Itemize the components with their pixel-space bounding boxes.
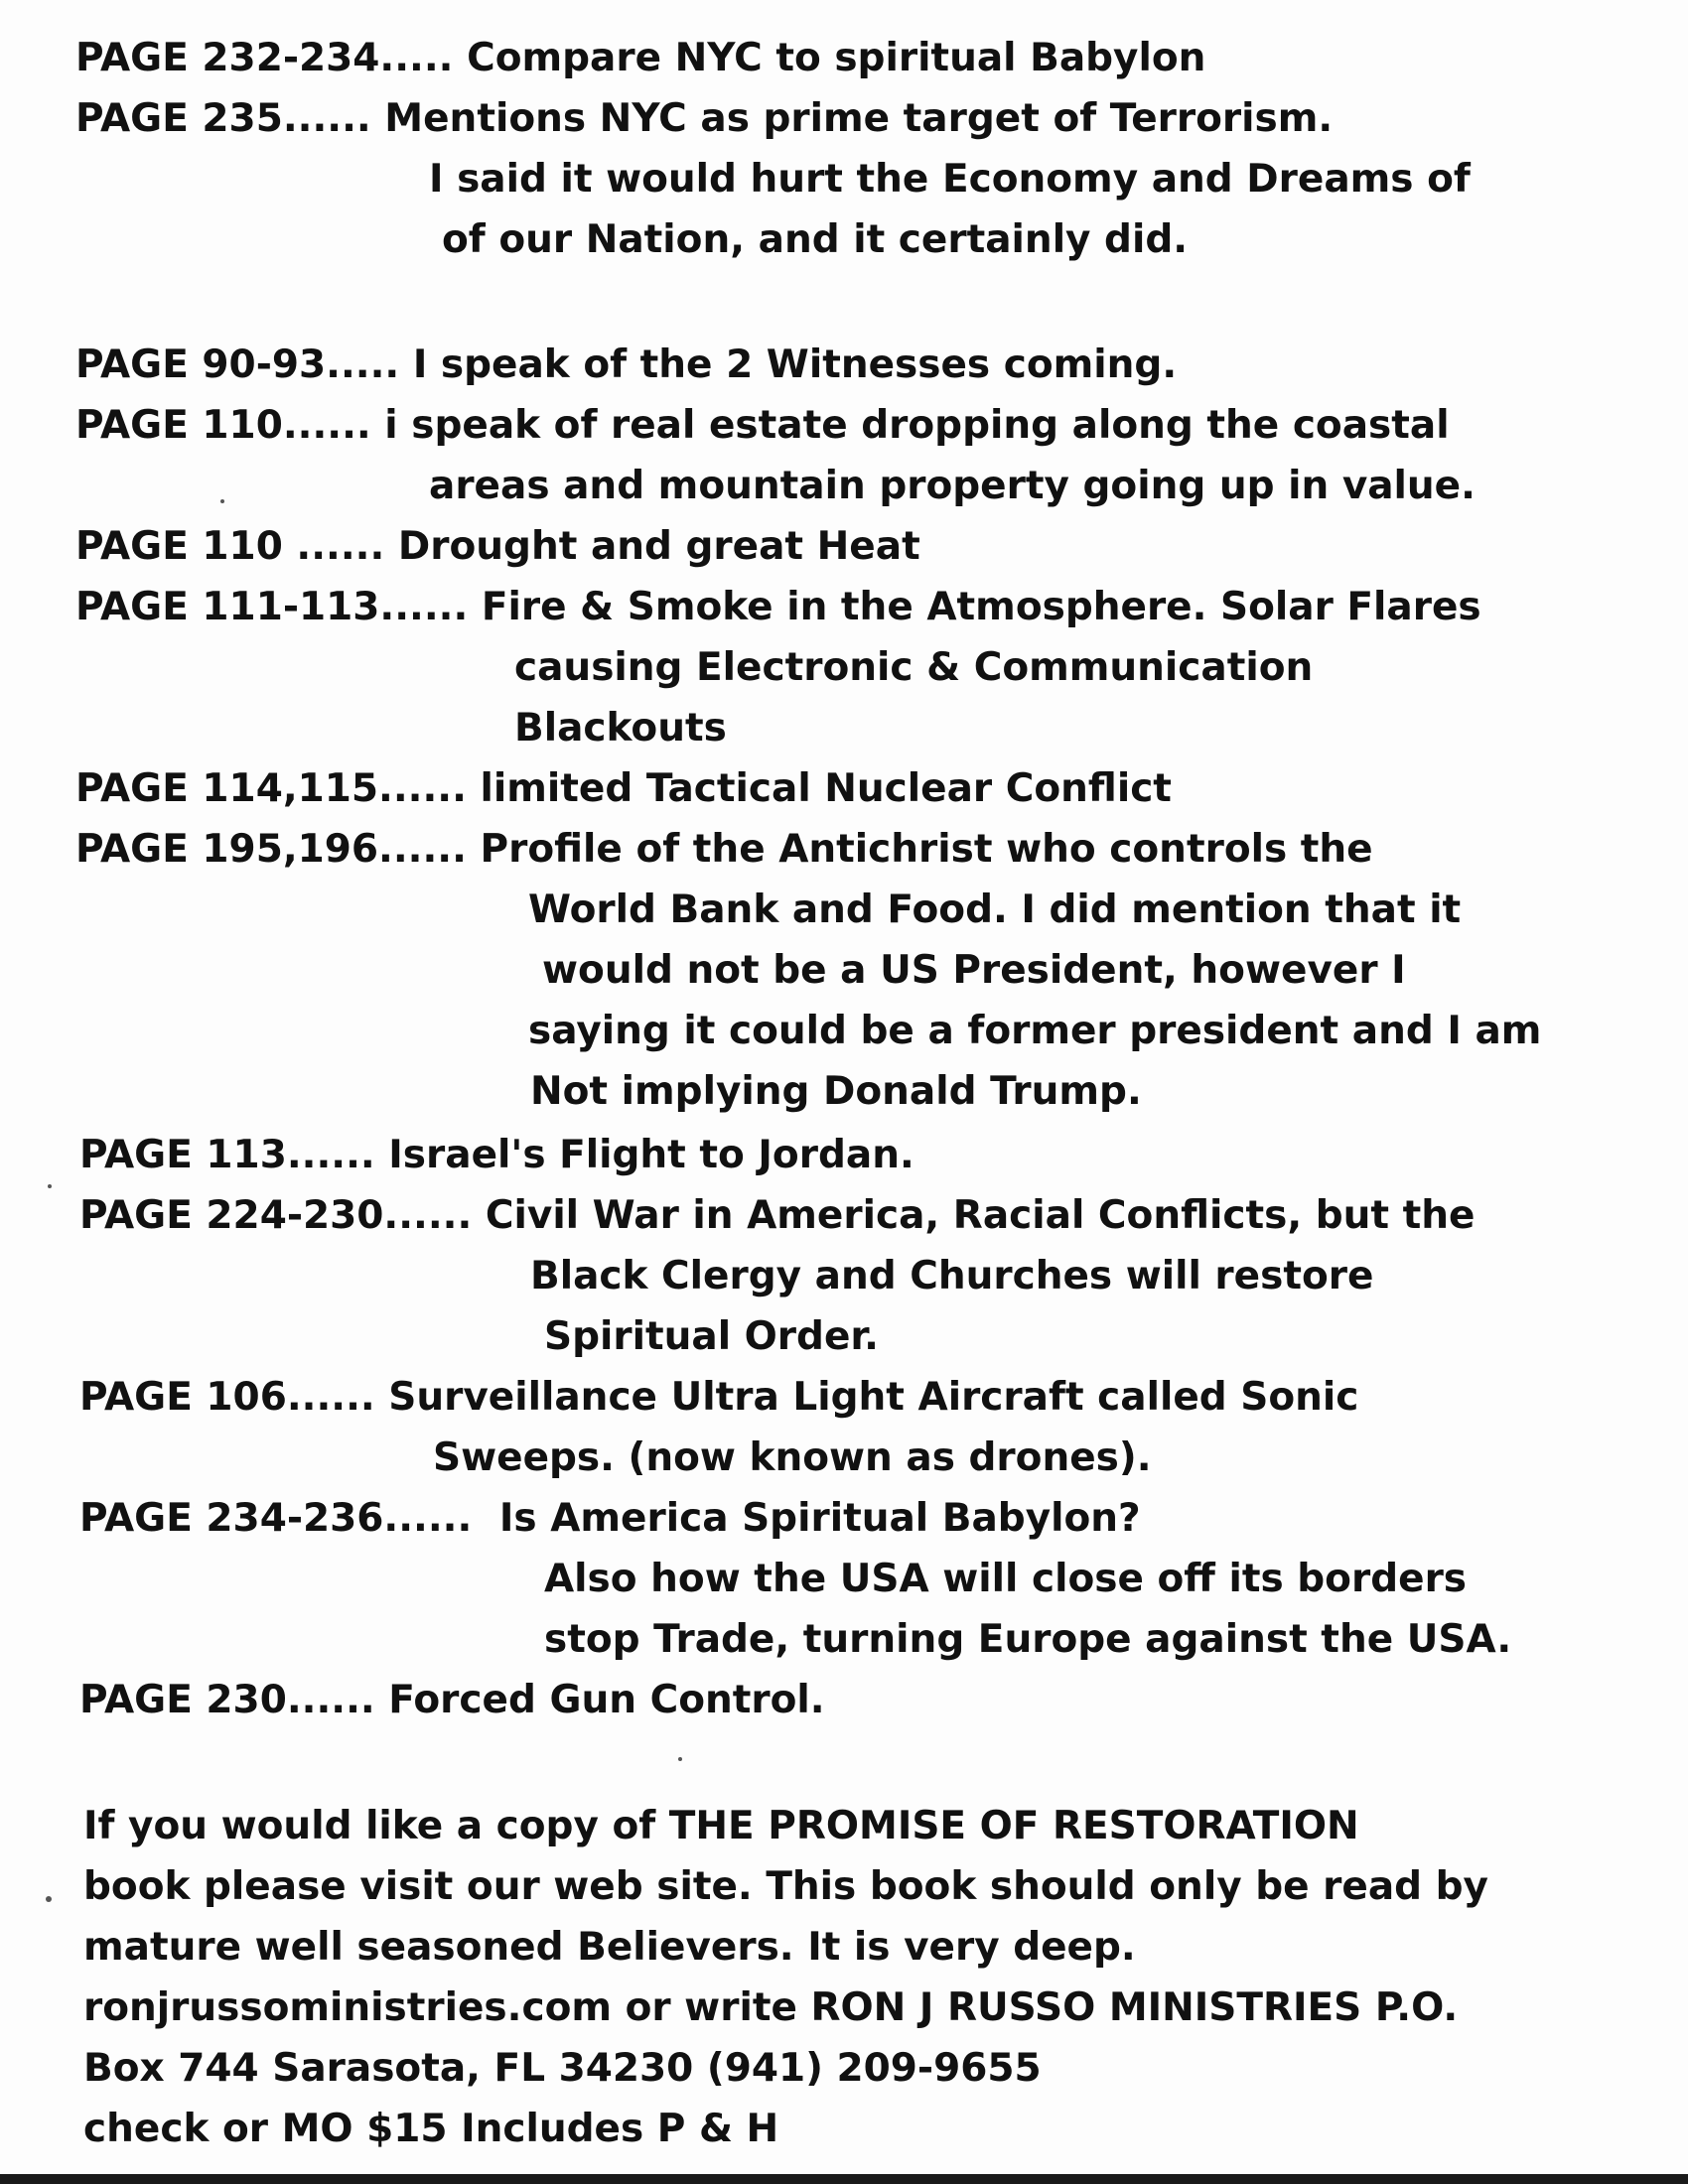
entry-line (75, 758, 1172, 819)
page-reference: PAGE 114,115...... (75, 766, 467, 811)
scan-speck (48, 1184, 52, 1188)
page-reference: PAGE 110 ...... (75, 524, 385, 569)
entry-text: Forced Gun Control. (388, 1678, 825, 1722)
page-reference: PAGE 111-113...... (75, 585, 469, 629)
entry-continuation: Blackouts (514, 706, 727, 751)
entry-continuation: Also how the USA will close off its borders (544, 1557, 1468, 1601)
page-reference: PAGE 106...... (79, 1375, 375, 1420)
page-reference: PAGE 234-236...... (79, 1496, 473, 1541)
footer-line: If you would like a copy of THE PROMISE OF RESTORATION (83, 1804, 1359, 1848)
footer-line: check or MO $15 Includes P & H (83, 2107, 779, 2151)
entry-text: Is America Spiritual Babylon? (498, 1496, 1141, 1541)
entry-text: Drought and great Heat (397, 524, 920, 569)
page-reference: PAGE 235...... (75, 96, 371, 141)
entry-continuation: Sweeps. (now known as drones). (433, 1435, 1152, 1480)
entry-text: limited Tactical Nuclear Conflict (480, 766, 1172, 811)
footer-line: mature well seasoned Believers. It is very deep. (83, 1925, 1136, 1970)
footer-line: Box 744 Sarasota, FL 34230 (941) 209-9655 (83, 2046, 1042, 2091)
entry-continuation: Black Clergy and Churches will restore (530, 1254, 1374, 1298)
entry-text: Civil War in America, Racial Conflicts, but the (485, 1193, 1476, 1238)
entry-continuation: areas and mountain property going up in value. (429, 464, 1476, 508)
entry-continuation: World Bank and Food. I did mention that it (528, 887, 1462, 932)
entry-text: Mentions NYC as prime target of Terrorism. (384, 96, 1334, 141)
entry-text: I speak of the 2 Witnesses coming. (412, 342, 1178, 387)
page-reference: PAGE 113...... (79, 1133, 375, 1177)
entry-line (75, 28, 1205, 88)
entry-continuation: of our Nation, and it certainly did. (442, 217, 1189, 262)
entry-line (75, 819, 1373, 880)
entry-continuation: I said it would hurt the Economy and Dreams of (429, 157, 1471, 202)
page-reference: PAGE 90-93..... (75, 342, 400, 387)
scan-speck (46, 1896, 52, 1902)
entry-line (79, 1125, 914, 1185)
entry-line (75, 577, 1481, 637)
entry-text: Profile of the Antichrist who controls the (480, 827, 1373, 872)
entry-line (75, 88, 1333, 149)
page-reference: PAGE 110...... (75, 403, 371, 448)
footer-line: book please visit our web site. This book should only be read by (83, 1864, 1488, 1909)
entry-line (79, 1670, 825, 1730)
entry-text: Fire & Smoke in the Atmosphere. Solar Flares (481, 585, 1481, 629)
entry-line (75, 395, 1450, 456)
page-reference: PAGE 232-234..... (75, 36, 454, 80)
entry-line (79, 1185, 1475, 1246)
scan-speck (220, 499, 224, 503)
scan-speck (678, 1757, 682, 1761)
entry-text: i speak of real estate dropping along the coastal (384, 403, 1450, 448)
entry-line (79, 1488, 1141, 1549)
scan-edge (0, 2174, 1688, 2184)
entry-continuation: saying it could be a former president and I am (528, 1009, 1542, 1053)
page-reference: PAGE 224-230...... (79, 1193, 473, 1238)
entry-text: Compare NYC to spiritual Babylon (467, 36, 1206, 80)
entry-continuation: causing Electronic & Communication (514, 645, 1314, 690)
entry-continuation: Not implying Donald Trump. (530, 1069, 1142, 1114)
entry-text: Israel's Flight to Jordan. (388, 1133, 914, 1177)
entry-continuation: would not be a US President, however I (542, 948, 1406, 993)
footer-line: ronjrussoministries.com or write RON J RUSSO MINISTRIES P.O. (83, 1985, 1459, 2030)
entry-continuation: Spiritual Order. (544, 1314, 879, 1359)
page-reference: PAGE 230...... (79, 1678, 375, 1722)
entry-line (75, 516, 920, 577)
entry-line (79, 1367, 1358, 1428)
page-reference: PAGE 195,196...... (75, 827, 467, 872)
entry-line (75, 335, 1177, 395)
entry-continuation: stop Trade, turning Europe against the USA. (544, 1617, 1512, 1662)
entry-text: Surveillance Ultra Light Aircraft called Sonic (388, 1375, 1359, 1420)
